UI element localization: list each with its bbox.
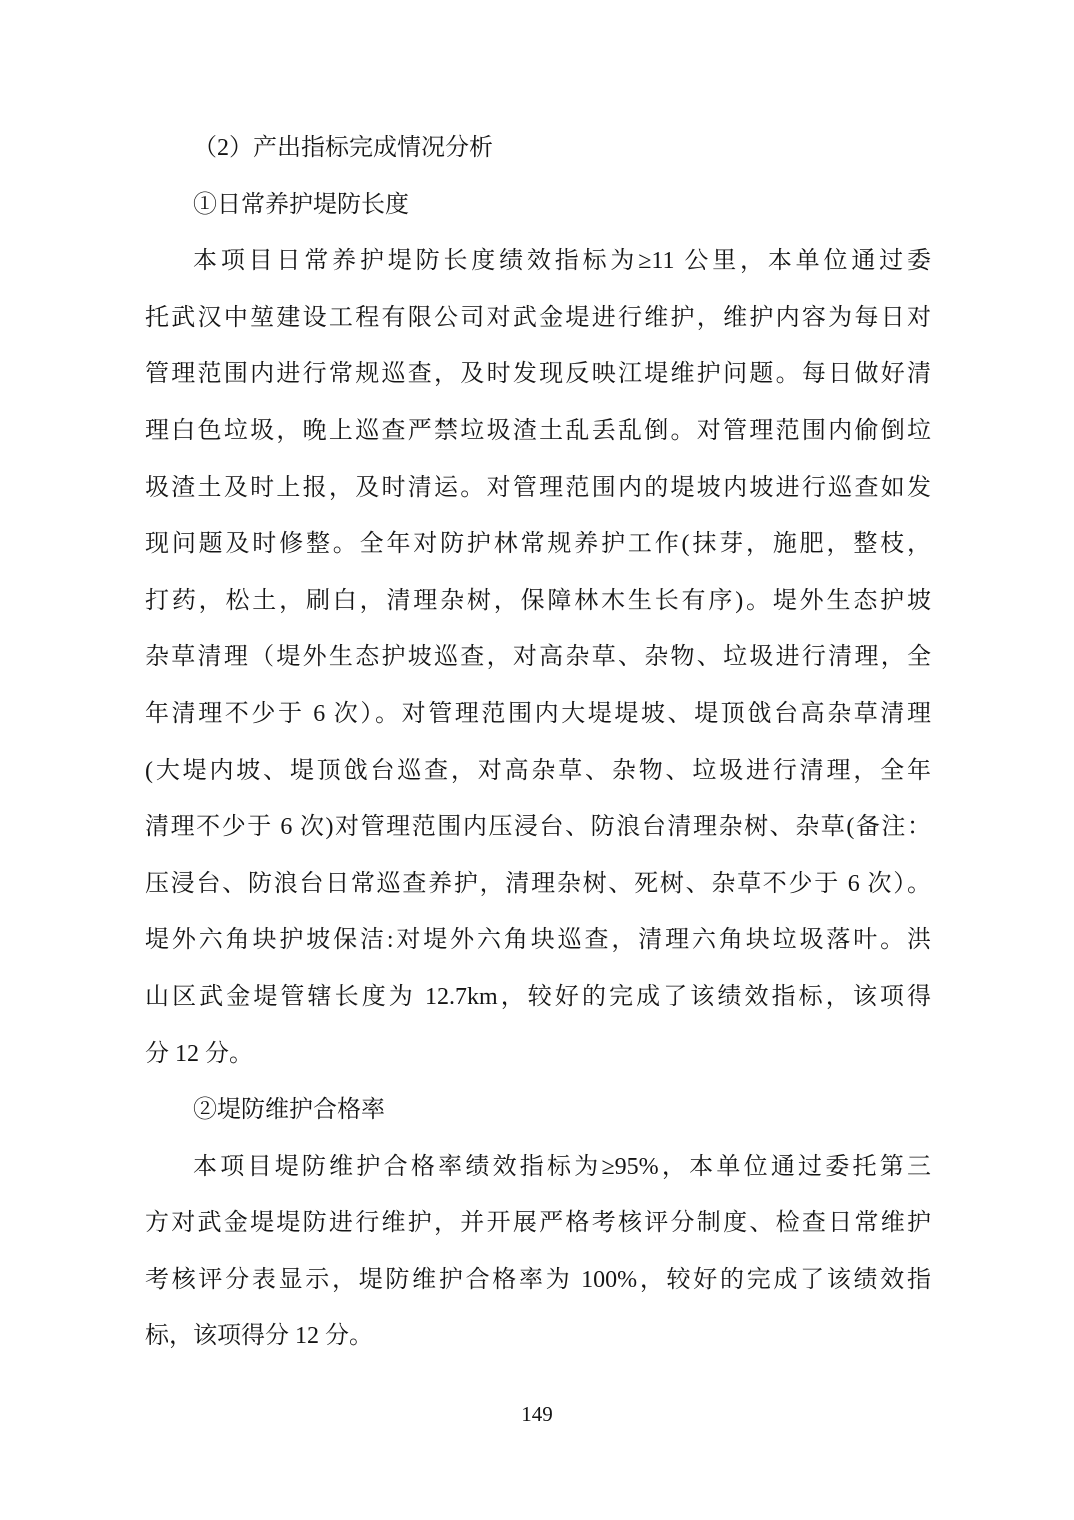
- item2-paragraph-line: 本项目堤防维护合格率绩效指标为≥95%，本单位通过委托第三: [193, 1153, 931, 1180]
- item1-paragraph-line: 现问题及时修整。全年对防护林常规养护工作(抹芽，施肥，整枝，: [145, 531, 931, 558]
- item2-paragraph-line: 考核评分表显示，堤防维护合格率为 100%，较好的完成了该绩效指: [145, 1266, 931, 1293]
- item1-paragraph-line: 本项目日常养护堤防长度绩效指标为≥11 公里，本单位通过委: [193, 248, 931, 275]
- item1-paragraph-line: 管理范围内进行常规巡查，及时发现反映江堤维护问题。每日做好清: [145, 361, 931, 388]
- item2-paragraph-line: 标，该项得分 12 分。: [145, 1323, 373, 1350]
- item1-paragraph-line: 山区武金堤管辖长度为 12.7km，较好的完成了该绩效指标，该项得: [145, 983, 931, 1010]
- item1-paragraph-line: 打药，松土，刷白，清理杂树，保障林木生长有序)。堤外生态护坡: [145, 587, 931, 614]
- item1-paragraph-line: 年清理不少于 6 次）。对管理范围内大堤堤坡、堤顶戗台高杂草清理: [145, 700, 931, 727]
- item1-paragraph-line: 圾渣土及时上报，及时清运。对管理范围内的堤坡内坡进行巡查如发: [145, 474, 931, 501]
- section-heading: （2）产出指标完成情况分析: [193, 135, 493, 161]
- item1-paragraph-line: 托武汉中堃建设工程有限公司对武金堤进行维护，维护内容为每日对: [145, 304, 931, 331]
- item1-paragraph-line: 理白色垃圾，晚上巡查严禁垃圾渣土乱丢乱倒。对管理范围内偷倒垃: [145, 417, 931, 444]
- item1-paragraph-line: (大堤内坡、堤顶戗台巡查，对高杂草、杂物、垃圾进行清理，全年: [145, 757, 931, 784]
- item2-paragraph-line: 方对武金堤堤防进行维护，并开展严格考核评分制度、检查日常维护: [145, 1210, 931, 1237]
- item1-paragraph-line: 分 12 分。: [145, 1040, 253, 1067]
- item1-heading: ①日常养护堤防长度: [193, 191, 409, 218]
- item1-paragraph-line: 清理不少于 6 次)对管理范围内压浸台、防浪台清理杂树、杂草(备注：: [145, 814, 931, 841]
- item2-heading: ②堤防维护合格率: [193, 1097, 385, 1124]
- page-number: 149: [521, 1402, 553, 1426]
- item1-paragraph-line: 压浸台、防浪台日常巡查养护，清理杂树、死树、杂草不少于 6 次）。: [145, 870, 931, 897]
- item1-paragraph-line: 杂草清理（堤外生态护坡巡查，对高杂草、杂物、垃圾进行清理，全: [145, 644, 931, 671]
- item1-paragraph-line: 堤外六角块护坡保洁:对堤外六角块巡查，清理六角块垃圾落叶。洪: [145, 927, 931, 954]
- document-body: [145, 120, 931, 1365]
